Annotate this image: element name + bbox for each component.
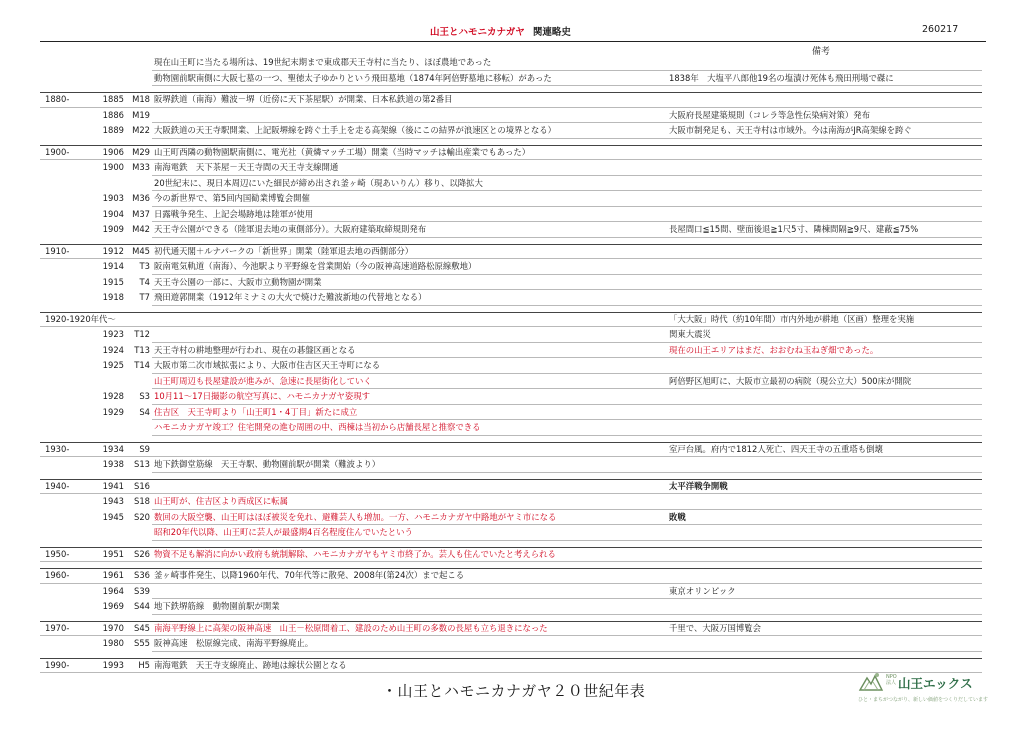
event-cell: 10月11～17日撮影の航空写真に、ハモニカナガヤ姿現す	[154, 391, 371, 401]
era-cell: S18	[134, 496, 150, 506]
era-cell: M18	[132, 94, 150, 104]
era-cell: S44	[134, 601, 150, 611]
era-cell: T12	[134, 329, 150, 339]
era-cell: S45	[134, 622, 150, 633]
era-cell: H5	[138, 659, 150, 670]
logo-npo-label: NPO 法人	[886, 674, 897, 686]
event-cell: 動物園前駅南側に大阪七墓の一つ、聖徳太子ゆかりという飛田墓地（1874年阿倍野墓地に移転）があった	[154, 72, 552, 83]
year-cell: 1961	[102, 570, 124, 580]
timeline-row	[0, 71, 1024, 87]
logo	[858, 668, 998, 708]
note-cell: 大阪市制発足も、天王寺村は市域外。今は南海がJR高架線を跨ぐ	[669, 125, 912, 135]
timeline-row	[0, 599, 1024, 615]
timeline-row	[0, 275, 1024, 291]
year-cell: 1969	[102, 601, 124, 611]
era-cell: M33	[132, 162, 150, 172]
era-cell: S13	[134, 459, 150, 469]
timeline-row	[0, 55, 1024, 71]
year-cell: 1929	[102, 406, 124, 417]
year-cell: 1909	[102, 224, 124, 234]
timeline-row	[0, 123, 1024, 139]
era-cell: M19	[132, 109, 150, 120]
timeline-row	[0, 244, 1024, 260]
event-cell: 大阪鉄道の天王寺駅開業、上記阪堺線を跨ぐ土手上を走る高架線（後にこの結界が浪速区との境界となる）	[154, 125, 556, 135]
timeline-row	[0, 259, 1024, 275]
decade-cell: 1910-	[45, 245, 70, 256]
year-cell: 1886	[102, 109, 124, 120]
decade-cell: 1970-	[45, 622, 70, 633]
decade-cell: 1920-1920年代～	[45, 313, 116, 324]
note-cell: 長屋間口≦15間、壁面後退≧1尺5寸、隣棟間隔≧9尺、建蔽≦75%	[669, 224, 919, 234]
timeline-row	[0, 494, 1024, 510]
timeline-row	[0, 290, 1024, 306]
event-cell: 南海電鉄 天下茶屋－天王寺間の天王寺支線開通	[154, 162, 339, 172]
event-cell: 日露戦争発生、上記会場跡地は陸軍が使用	[154, 208, 314, 219]
event-cell: 20世紀末に、現日本周辺にいた細民が締め出され釜ヶ崎（現あいりん）移り、以降拡大	[154, 177, 483, 188]
note-cell: 太平洋戦争開戦	[669, 480, 728, 491]
event-cell: 天王寺村の耕地整理が行われ、現在の碁盤区画となる	[154, 344, 356, 355]
timeline-row	[0, 621, 1024, 637]
year-cell: 1934	[102, 443, 124, 454]
era-cell: M37	[132, 208, 150, 219]
event-cell: 今の新世界で、第5回内国勧業博覧会開催	[154, 193, 310, 203]
document-number: 260217	[922, 24, 959, 35]
era-cell: T13	[134, 344, 150, 355]
era-cell: M36	[132, 193, 150, 203]
event-cell: 現在山王町に当たる場所は、19世紀末期まで東成郡天王寺村に当たり、ほぼ農地であった	[154, 57, 492, 67]
year-cell: 1980	[102, 638, 124, 648]
timeline-row	[0, 176, 1024, 192]
notes-column-header: 備考	[812, 47, 831, 57]
event-cell: 山王町西隣の動物園駅南側に、電光社（黄燐マッチ工場）開業（当時マッチは輸出産業でもあった）	[154, 146, 531, 157]
timeline-row	[0, 568, 1024, 584]
year-cell: 1904	[102, 208, 124, 219]
event-cell: 数回の大阪空襲、山王町はほぼ被災を免れ、避難芸人も増加。一方、ハモニカナガヤ中路地がヤミ市になる	[154, 511, 557, 522]
decade-cell: 1950-	[45, 548, 70, 559]
decade-cell: 1960-	[45, 570, 70, 580]
year-cell: 1928	[102, 391, 124, 401]
note-cell: 関東大震災	[669, 329, 711, 339]
note-cell: 東京オリンピック	[669, 585, 736, 596]
event-cell: 山王町周辺も長屋建設が進みが、急速に長屋街化していく	[154, 375, 372, 386]
era-cell: M29	[132, 146, 150, 157]
timeline-row	[0, 457, 1024, 473]
era-cell: M42	[132, 224, 150, 234]
decade-cell: 1930-	[45, 443, 70, 454]
timeline-row	[0, 525, 1024, 541]
year-cell: 1912	[102, 245, 124, 256]
year-cell: 1885	[102, 94, 124, 104]
event-cell: 天王寺公園の一部に、大阪市立動物園が開業	[154, 276, 322, 287]
year-cell: 1993	[102, 659, 124, 670]
timeline-row	[0, 442, 1024, 458]
year-cell: 1889	[102, 125, 124, 135]
era-cell: S26	[134, 548, 150, 559]
title-suffix: 関連略史	[532, 27, 571, 38]
timeline-row	[0, 343, 1024, 359]
timeline-row	[0, 420, 1024, 436]
timeline-row	[0, 510, 1024, 526]
era-cell: S39	[134, 585, 150, 596]
note-cell: 「大大阪」時代（約10年間）市内外地が耕地（区画）整理を実施	[669, 313, 915, 324]
note-cell: 阿倍野区旭町に、大阪市立最初の病院（現公立大）500床が開院	[669, 375, 912, 386]
note-cell: 敗戦	[669, 511, 686, 522]
timeline-row	[0, 358, 1024, 374]
timeline-row	[0, 145, 1024, 161]
timeline-row	[0, 108, 1024, 124]
timeline-row	[0, 160, 1024, 176]
event-cell: 地下鉄御堂筋線 天王寺駅、動物園前駅が開業（難波より）	[154, 459, 381, 469]
era-cell: S4	[139, 406, 150, 417]
figure-caption: ・山王とハモニカナガヤ２０世紀年表	[382, 682, 646, 700]
timeline-row	[0, 222, 1024, 238]
event-cell: 南海電鉄 天王寺支線廃止、跡地は線状公園となる	[154, 659, 347, 670]
event-cell: 阪神高速 松原線完成、南海平野線廃止。	[154, 638, 314, 648]
note-cell: 1838年 大塩平八郎他19名の塩漬け死体も飛田刑場で磔に	[669, 72, 894, 83]
timeline-row	[0, 374, 1024, 390]
decade-cell: 1940-	[45, 480, 70, 491]
note-cell: 現在の山王エリアはまだ、おおむね玉ねぎ畑であった。	[669, 344, 879, 355]
era-cell: M45	[132, 245, 150, 256]
era-cell: M22	[132, 125, 150, 135]
note-cell: 室戸台風。府内で1812人死亡、四天王寺の五重塔も倒壊	[669, 443, 883, 454]
era-cell: T14	[134, 360, 150, 370]
year-cell: 1970	[102, 622, 124, 633]
year-cell: 1945	[102, 511, 124, 522]
event-cell: 阪南電気軌道（南海）、今池駅より平野線を営業開始（今の阪神高速道路松原線敷地）	[154, 261, 477, 271]
year-cell: 1943	[102, 496, 124, 506]
year-cell: 1924	[102, 344, 124, 355]
timeline-table	[0, 55, 1024, 673]
event-cell: 天王寺公園ができる（陸軍退去地の東側部分）。大阪府建築取締規則発布	[154, 224, 427, 234]
era-cell: T4	[139, 276, 150, 287]
year-cell: 1925	[102, 360, 124, 370]
timeline-row	[0, 312, 1024, 328]
event-cell: 物資不足も解消に向かい政府も統制解除、ハモニカナガヤもヤミ市終了か。芸人も住んでいたと考えられる	[154, 548, 556, 559]
timeline-row	[0, 636, 1024, 652]
event-cell: 住吉区 天王寺町より「山王町1・4丁目」新たに成立	[154, 406, 358, 417]
timeline-row	[0, 389, 1024, 405]
era-cell: S16	[134, 480, 150, 491]
year-cell: 1900	[102, 162, 124, 172]
year-cell: 1915	[102, 276, 124, 287]
year-cell: 1941	[102, 480, 124, 491]
timeline-row	[0, 327, 1024, 343]
event-cell: 南海平野線上に高架の阪神高速 山王－松原間着工、建設のため山王町の多数の長屋も立ち退きになった	[154, 622, 548, 633]
note-cell: 大阪府長屋建築規則（コレラ等急性伝染病対策）発布	[669, 109, 870, 120]
year-cell: 1938	[102, 459, 124, 469]
title-highlight: 山王とハモニカナガヤ	[430, 27, 525, 38]
logo-mark-icon	[858, 670, 884, 694]
timeline-row	[0, 479, 1024, 495]
header-divider	[40, 41, 986, 42]
era-cell: T7	[139, 292, 150, 302]
logo-name: 山王エックス	[898, 676, 973, 691]
year-cell: 1964	[102, 585, 124, 596]
timeline-row	[0, 191, 1024, 207]
timeline-row	[0, 92, 1024, 108]
year-cell: 1903	[102, 193, 124, 203]
era-cell: S9	[139, 443, 150, 454]
timeline-row	[0, 207, 1024, 223]
event-cell: 地下鉄堺筋線 動物園前駅が開業	[154, 601, 280, 611]
event-cell: 山王町が、住吉区より西成区に転属	[154, 496, 288, 506]
year-cell: 1918	[102, 292, 124, 302]
decade-cell: 1990-	[45, 659, 70, 670]
era-cell: S3	[139, 391, 150, 401]
year-cell: 1906	[102, 146, 124, 157]
decade-cell: 1900-	[45, 146, 70, 157]
page-header	[0, 24, 1024, 40]
era-cell: S55	[134, 638, 150, 648]
timeline-row	[0, 405, 1024, 421]
era-cell: S36	[134, 570, 150, 580]
decade-cell: 1880-	[45, 94, 70, 104]
timeline-row	[0, 584, 1024, 600]
event-cell: 昭和20年代以降、山王町に芸人が最盛期4百名程度住んでいたという	[154, 527, 413, 537]
event-cell: 阪堺鉄道（南海）難波－堺（近傍に天下茶屋駅）が開業、日本私鉄道の第2番目	[154, 94, 453, 104]
timeline-row	[0, 547, 1024, 563]
event-cell: 釜ヶ崎事件発生、以降1960年代、70年代等に散発、2008年(第24次）まで起こる	[154, 570, 465, 580]
year-cell: 1923	[102, 329, 124, 339]
year-cell: 1914	[102, 261, 124, 271]
logo-tagline: ひと・まちがつながり、新しい価値をつくりだしています	[858, 697, 989, 703]
document-title	[430, 24, 571, 38]
year-cell: 1951	[102, 548, 124, 559]
event-cell: 大阪市第二次市域拡張により、大阪市住吉区天王寺町になる	[154, 360, 381, 370]
era-cell: T3	[139, 261, 150, 271]
event-cell: 飛田遊郭開業（1912年ミナミの大火で焼けた難波新地の代替地となる）	[154, 292, 427, 302]
event-cell: 初代通天閣＋ルナパークの「新世界」開業（陸軍退去地の西側部分）	[154, 245, 414, 256]
note-cell: 千里で、大阪万国博覧会	[669, 622, 761, 633]
event-cell: ハモニカナガヤ竣工？住宅開発の進む周囲の中、西棟は当初から店舗長屋と推察できる	[154, 422, 481, 432]
era-cell: S20	[134, 511, 150, 522]
